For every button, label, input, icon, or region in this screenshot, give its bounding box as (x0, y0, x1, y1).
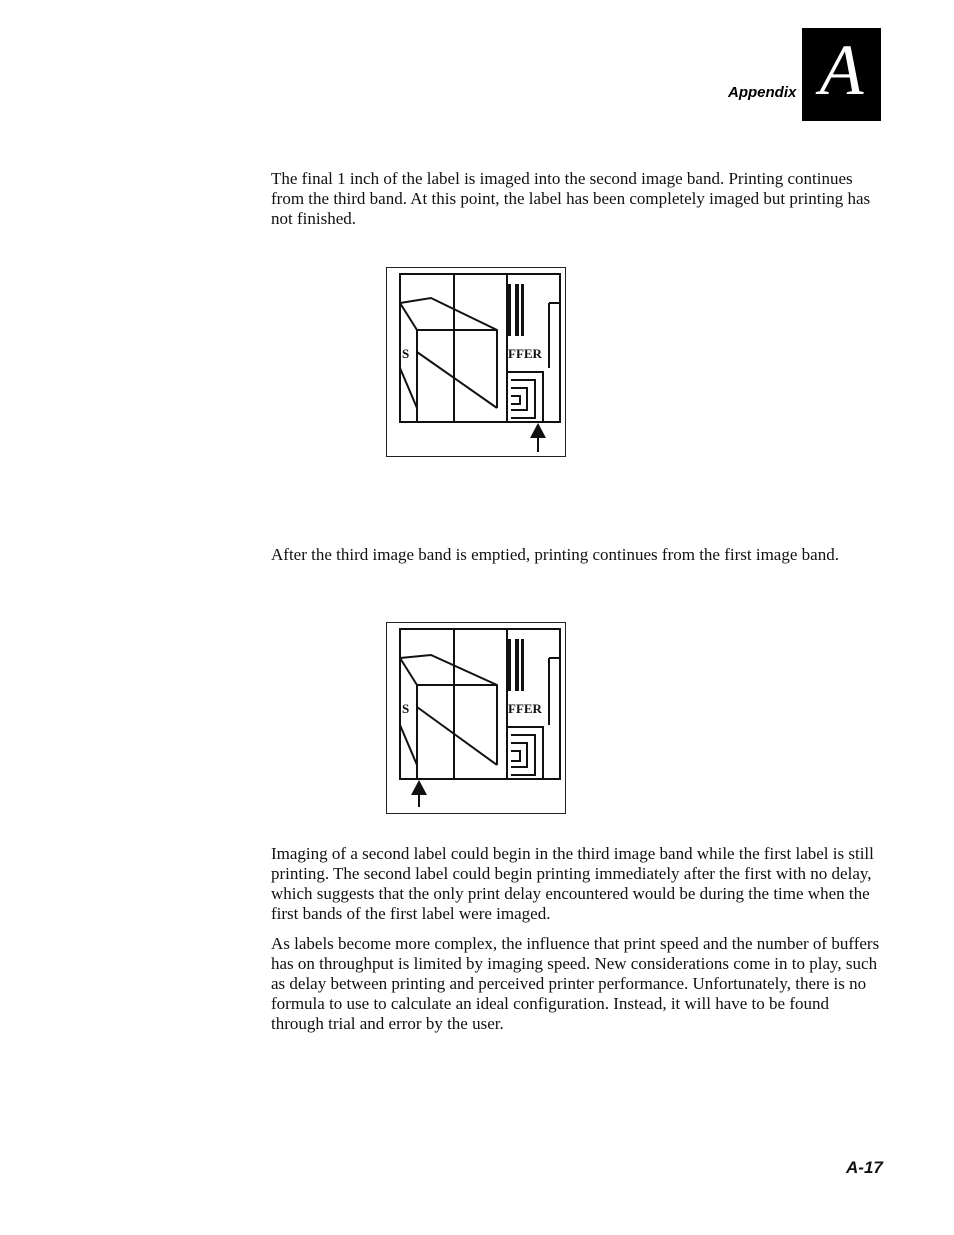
band-pointer-arrow-icon (530, 423, 546, 452)
band-pointer-arrow-icon (411, 780, 427, 807)
figure-2-text-right: FFER (508, 701, 542, 716)
paragraph-4: As labels become more complex, the influence that print speed and the number of buffers has on throughput is limited by imaging speed. New considerations come in to play, such as delay between printing and perceived printer performance. Unfortunately, there is no formula to use to calculate an ideal configuration. Instead, it will have to be found through trial and error by the user. (271, 934, 880, 1033)
appendix-header-label: Appendix (728, 84, 797, 101)
paragraph-1: The final 1 inch of the label is imaged into the second image band. Printing continues from the third band. At this point, the label has been completely imaged but printing has not finished. (271, 169, 871, 228)
label-band-figure-2 (386, 622, 566, 814)
paragraph-3: Imaging of a second label could begin in the third image band while the first label is still printing. The second label could begin printing immediately after the first with no delay, which suggests that the only print delay encountered would be during the time when the first bands of the first label were imaged. (271, 844, 874, 923)
figure-1-text-left: S (402, 346, 410, 361)
label-band-diagram-2 (387, 623, 567, 815)
label-band-figure-1 (386, 267, 566, 457)
appendix-letter: A (819, 30, 864, 110)
figure-2-text-left: S (402, 701, 410, 716)
label-band-diagram-1 (387, 268, 567, 458)
figure-1-text-right: FFER (508, 346, 542, 361)
paragraph-2: After the third image band is emptied, printing continues from the first image band. (271, 545, 839, 564)
page-number: A-17 (846, 1158, 883, 1177)
appendix-tab (802, 28, 881, 121)
